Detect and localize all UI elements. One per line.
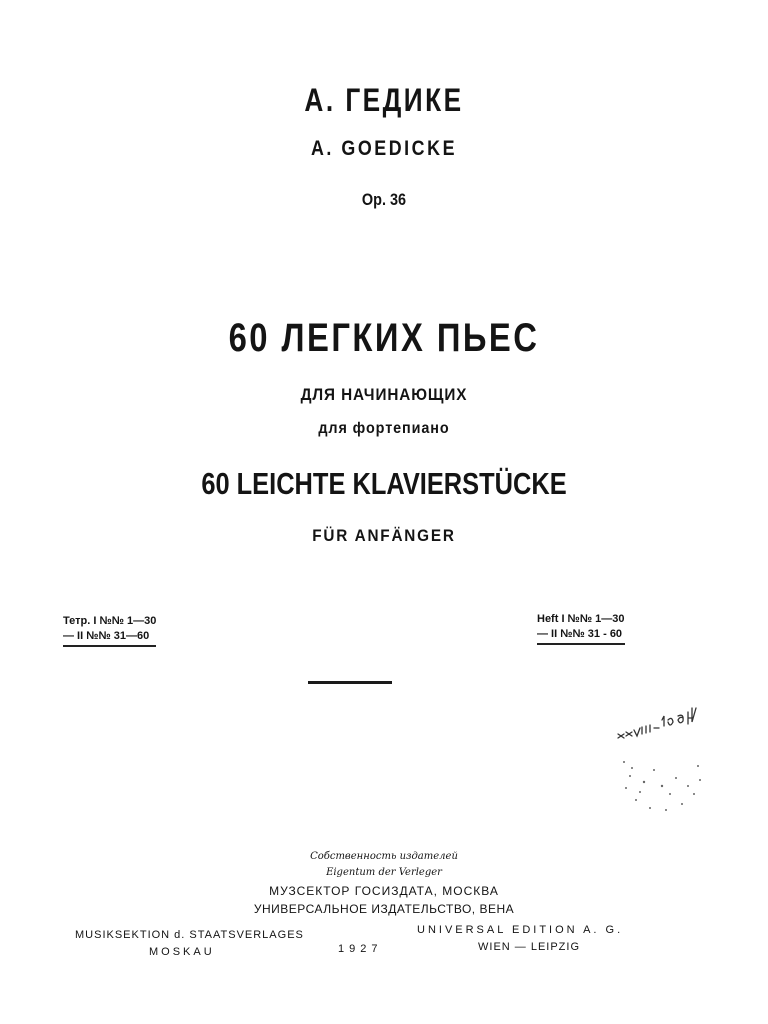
imprint-right-line-1: UNIVERSAL EDITION A. G. bbox=[417, 924, 624, 936]
publisher-vienna: УНИВЕРСАЛЬНОЕ ИЗДАТЕЛЬСТВО, ВЕНА bbox=[253, 902, 515, 916]
composer-name-russian: А. ГЕДИКЕ bbox=[304, 82, 464, 118]
subtitle-russian-piano: для фортепиано bbox=[318, 420, 450, 437]
title-german: 60 LEICHTE KLAVIERSTÜCKE bbox=[201, 466, 567, 501]
volume-ru-line-2: — II №№ 31—60 bbox=[63, 630, 150, 642]
property-note-german: Eigentum der Verleger bbox=[326, 867, 442, 878]
imprint-right-line-2: WIEN — LEIPZIG bbox=[478, 941, 581, 953]
imprint-left-line-1: MUSIKSEKTION d. STAATSVERLAGES bbox=[75, 929, 304, 941]
volume-de-line-1: Heft I №№ 1—30 bbox=[537, 613, 625, 625]
volume-ru-line-1: Тетр. I №№ 1—30 bbox=[63, 615, 157, 627]
subtitle-russian-beginners: ДЛЯ НАЧИНАЮЩИХ bbox=[300, 385, 468, 404]
property-note-russian: Собственность издателей bbox=[310, 851, 458, 862]
library-stamp-icon bbox=[604, 690, 714, 820]
opus-number: Op. 36 bbox=[361, 190, 407, 209]
volume-de-line-2: — II №№ 31 - 60 bbox=[537, 628, 623, 640]
imprint-left-line-2: MOSKAU bbox=[149, 946, 215, 958]
volume-list-german bbox=[537, 612, 625, 645]
volume-list-russian bbox=[63, 614, 156, 647]
subtitle-german: FÜR ANFÄNGER bbox=[312, 526, 456, 545]
imprint-year: 1927 bbox=[338, 943, 383, 955]
volume-de-underline bbox=[537, 643, 625, 645]
volume-ru-underline bbox=[63, 645, 156, 647]
title-russian: 60 ЛЕГКИХ ПЬЕС bbox=[228, 316, 540, 360]
center-divider bbox=[308, 681, 392, 684]
composer-name-german: A. GOEDICKE bbox=[310, 137, 458, 160]
publisher-moscow: МУЗСЕКТОР ГОСИЗДАТА, МОСКВА bbox=[269, 884, 499, 898]
